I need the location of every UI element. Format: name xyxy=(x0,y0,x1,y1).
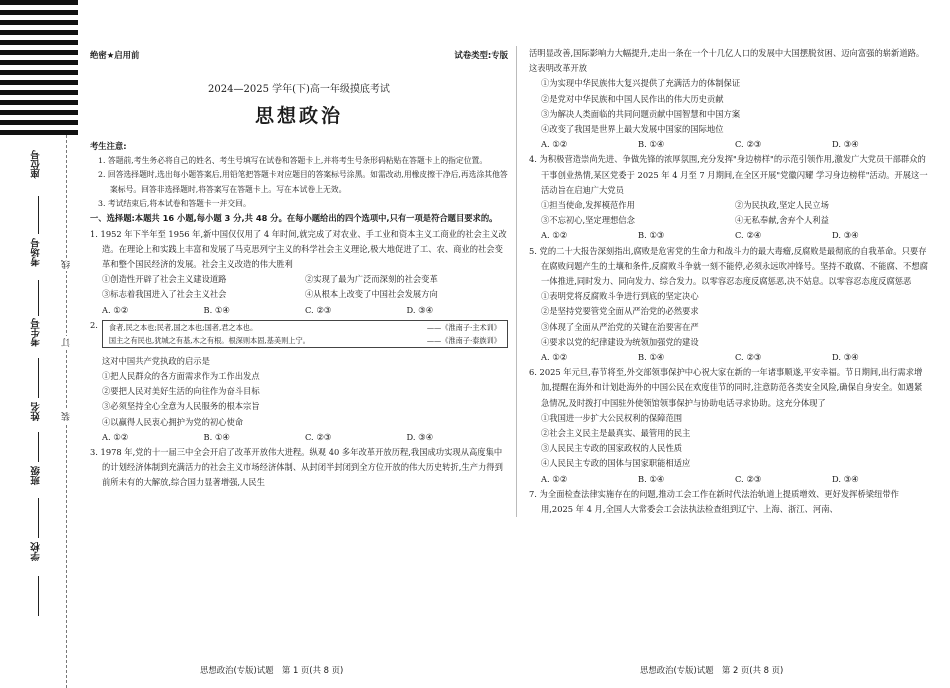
question-3-continued: 活明显改善,国际影响力大幅提升,走出一条在一个十几亿人口的发展中大国摆脱贫困、迈向富强的崭新道路。这表明改革开放 xyxy=(529,48,925,74)
question-5-stem: 5. 党的二十大报告深刻指出,腐败是危害党的生命力和战斗力的最大毒瘤,反腐败是最彻底的自我革命。只要存在腐败问题产生的土壤和条件,反腐败斗争就一刻不能停,必须永远吹冲锋号。坚持不敢腐、不能腐、不想腐一体推进,同时发力、同向发力、综合发力。以零容忍态度反腐惩恶,决不姑息。以零容忍态度反腐惩恶 xyxy=(529,245,928,287)
answer-choice: B. ①④ xyxy=(203,304,230,315)
option: ①创造性开辟了社会主义建设道路 xyxy=(102,274,227,285)
answer-choice: A. ①② xyxy=(541,473,568,484)
answer-choice: A. ①② xyxy=(541,139,568,150)
option: ②是党对中华民族和中国人民作出的伟大历史贡献 xyxy=(541,93,724,104)
paper-type: 试卷类型:专版 xyxy=(454,50,508,60)
option: ④改变了我国是世界上最大发展中国家的国际地位 xyxy=(541,124,724,135)
answer-choice: C. ②③ xyxy=(305,431,332,442)
answer-choice: C. ②③ xyxy=(735,473,762,484)
option: ③不忘初心,坚定理想信念 xyxy=(541,215,635,226)
header-row xyxy=(90,48,508,63)
option: ③人民民主专政的国家政权的人民性质 xyxy=(541,443,683,454)
option: ①把人民群众的各方面需求作为工作出发点 xyxy=(102,371,260,382)
answer-choice: D. ③④ xyxy=(406,431,434,442)
notice-item: 2. 回答选择题时,选出每小题答案后,用铅笔把答题卡对应题目的答案标号涂黑。如需改动,用橡皮擦干净后,再选涂其他答案标号。回答非选择题时,将答案写在答题卡上。写在本试卷上无效。 xyxy=(98,170,508,194)
question-4-stem: 4. 为积极营造崇尚先进、争做先锋的浓厚氛围,充分发挥"身边榜样"的示范引领作用,激发广大党员干部群众的干事创业热情,某区党委于 2025 年 4 月至 7 月期间,在全区开展"党徽闪耀 学习身边榜样"活动。开展这一活动旨在启迪广大党员 xyxy=(529,154,928,195)
class-label: 班级 xyxy=(31,466,42,485)
answer-choice: D. ③④ xyxy=(832,352,859,363)
answer-choice: C. ②④ xyxy=(735,230,762,241)
question-4-answers xyxy=(529,228,929,243)
answer-choice: A. ①② xyxy=(541,352,568,363)
question-2-number: 2. xyxy=(90,319,98,330)
answer-choice: B. ①④ xyxy=(638,473,665,484)
option: ①表明党将反腐败斗争进行到底的坚定决心 xyxy=(541,291,699,302)
room-label: 考场号 xyxy=(31,238,42,267)
option: ②要把人民对美好生活的向往作为奋斗目标 xyxy=(102,386,260,397)
answer-choice: C. ②③ xyxy=(735,139,762,150)
name-label: 姓名 xyxy=(31,402,42,421)
footer-left: 思想政治(专版)试题 第 1 页(共 8 页) xyxy=(200,665,344,675)
option: ④从根本上改变了中国社会发展方向 xyxy=(305,289,438,300)
question-3-stem: 3. 1978 年,党的十一届三中全会开启了改革开放伟大进程。纵观 40 多年改革开放历程,我国成功实现从高度集中的计划经济体制到充满活力的社会主义市场经济体制、从封闭半封闭到全方位开放的伟大历史转折,生产力得到前所未有的大解放,综合国力显著增强,人民生 xyxy=(90,447,503,488)
subject-title: 思想政治 xyxy=(254,105,343,128)
answer-choice: D. ③④ xyxy=(406,304,434,315)
binding-strip xyxy=(0,0,78,688)
barcode-bars xyxy=(0,0,78,135)
notice-item: 3. 考试结束后,将本试卷和答题卡一并交回。 xyxy=(98,199,251,209)
room-line xyxy=(38,280,39,316)
answer-choice: B. ①④ xyxy=(638,352,665,363)
option: ③必须坚持全心全意为人民服务的根本宗旨 xyxy=(102,401,260,412)
footer-right: 思想政治(专版)试题 第 2 页(共 8 页) xyxy=(640,665,784,675)
answer-choice: B. ①③ xyxy=(638,230,665,241)
answer-choice: D. ③④ xyxy=(832,230,859,241)
notice-list xyxy=(90,154,508,212)
answer-choice: C. ②③ xyxy=(735,352,762,363)
question-5-answers xyxy=(529,350,929,365)
answer-choice: B. ①④ xyxy=(638,139,665,150)
question-7-stem: 7. 为全面检查法律实施存在的问题,推动工会工作在新时代法治轨道上提质增效、更好发挥桥梁纽带作用,2025 年 4 月,全国人大常委会工会法执法检查组到辽宁、上海、浙江、河南、 xyxy=(529,488,899,515)
school-line xyxy=(38,576,39,616)
question-1-answers xyxy=(90,303,508,318)
answer-choice: A. ①② xyxy=(102,304,129,315)
question-6-stem: 6. 2025 年元旦,春节将至,外交部领事保护中心祝大家在新的一年诸事顺遂,平安幸福。节日期间,出行需求增加,提醒在海外和计划赴海外的中国公民在欢度佳节的同时,注意防范各类安全风险,确保自身安全。如遇紧急情况,及时拨打中国驻外使领馆领事保护与协助电话寻求协助。这充分体现了 xyxy=(529,367,923,408)
answer-choice: A. ①② xyxy=(102,431,129,442)
option: ④人民民主专政的国体与国家职能相适应 xyxy=(541,458,691,469)
answer-choice: D. ③④ xyxy=(832,473,859,484)
class-line xyxy=(38,498,39,538)
option: ②是坚持党要管党全面从严治党的必然要求 xyxy=(541,306,699,317)
answer-choice: C. ②③ xyxy=(305,304,332,315)
cut-label-line: 线 xyxy=(62,260,72,269)
exam-title: 2024—2025 学年(下)高一年级摸底考试 xyxy=(208,84,390,96)
cut-label-bind: 装 xyxy=(62,412,72,421)
option: ②实现了最为广泛而深刻的社会变革 xyxy=(305,274,438,285)
question-2-answers xyxy=(90,430,508,445)
secret-mark: 绝密★启用前 xyxy=(90,50,140,60)
option: ③体现了全面从严治党的关键在治要害在严 xyxy=(541,321,699,332)
quote-line: 食者,民之本也;民者,国之本也;国者,君之本也。 ——《淮南子·主术训》 xyxy=(108,322,501,332)
question-1-options xyxy=(90,272,508,302)
school-label: 学校 xyxy=(31,542,42,561)
question-4-options xyxy=(529,198,929,228)
question-3-answers xyxy=(529,137,929,152)
answer-choice: D. ③④ xyxy=(832,139,859,150)
option: ①为实现中华民族伟大复兴提供了充满活力的体制保证 xyxy=(541,78,741,89)
option: ④以赢得人民衷心拥护为党的初心使命 xyxy=(102,416,244,427)
notice-title: 考生注意: xyxy=(90,140,127,151)
exam-no-label: 考生号 xyxy=(31,318,42,347)
cut-label-order: 订 xyxy=(62,338,72,347)
option: ②为民执政,坚定人民立场 xyxy=(735,200,829,211)
page-left-column xyxy=(90,0,508,491)
seat-line xyxy=(38,196,39,234)
answer-choice: B. ①④ xyxy=(203,431,230,442)
quote-line: 国主之有民也,犹城之有基,木之有根。根深则本固,基美则上宁。 ——《淮南子·泰族训》 xyxy=(108,335,501,345)
option: ④要求以党的纪律建设为统领加强党的建设 xyxy=(541,336,699,347)
question-6-answers xyxy=(529,472,929,487)
option: ②社会主义民主是最真实、最管用的民主 xyxy=(541,428,691,439)
name-line xyxy=(38,432,39,462)
option: ③标志着我国进入了社会主义社会 xyxy=(102,289,227,300)
answer-choice: A. ①② xyxy=(541,230,568,241)
option: ①担当使命,发挥模范作用 xyxy=(541,200,635,211)
question-2 xyxy=(90,318,508,354)
option: ③为解决人类面临的共同问题贡献中国智慧和中国方案 xyxy=(541,108,741,119)
exam-no-line xyxy=(38,358,39,398)
page-right-column xyxy=(516,46,929,517)
notice-item: 1. 答题前,考生务必将自己的姓名、考生号填写在试卷和答题卡上,并将考生号条形码粘贴在答题卡上的指定位置。 xyxy=(98,155,488,165)
section-heading: 一、选择题:本题共 16 小题,每小题 3 分,共 48 分。在每小题给出的四个选项中,只有一项是符合题目要求的。 xyxy=(90,213,498,224)
option: ①我国进一步扩大公民权利的保障范围 xyxy=(541,412,683,423)
seat-label: 座位号 xyxy=(31,150,42,179)
quote-box xyxy=(102,320,508,348)
option: ④无私奉献,舍弃个人利益 xyxy=(735,215,829,226)
question-1-stem: 1. 1952 年下半年至 1956 年,新中国仅仅用了 4 年时间,就完成了对农业、手工业和资本主义工商业的社会主义改造。在理论上和实践上丰富和发展了马克思列宁主义的科学社会主义理论,极大地促进了工、农、商业的社会变革和整个国民经济的发展。社会主义改造的伟大胜利 xyxy=(90,228,507,270)
question-2-stem: 这对中国共产党执政的启示是 xyxy=(102,355,210,366)
